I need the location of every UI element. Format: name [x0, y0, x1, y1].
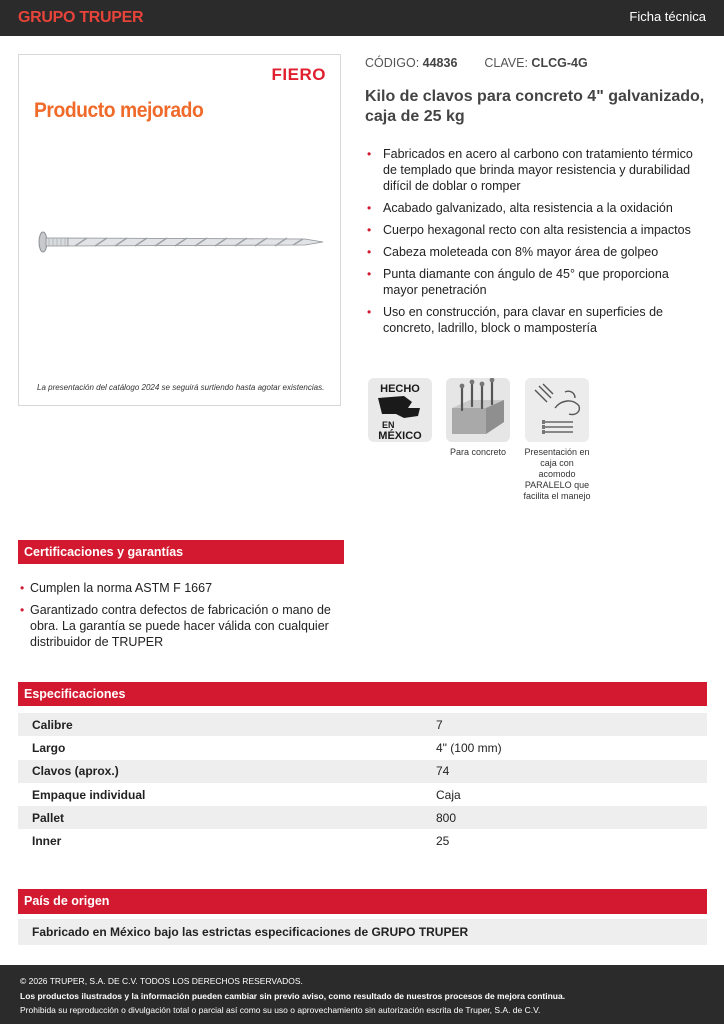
- footer: [0, 965, 724, 1024]
- list-item: • Punta diamante con ángulo de 45° que proporciona mayor penetración: [367, 267, 669, 297]
- bullet-icon: •: [367, 201, 372, 215]
- list-item: • Cumplen la norma ASTM F 1667: [20, 581, 213, 595]
- improved-badge: Producto mejorado: [34, 99, 204, 122]
- product-codes: [365, 56, 588, 70]
- origin-heading: País de origen: [18, 889, 707, 914]
- codigo-label: CÓDIGO:: [365, 56, 420, 70]
- product-title: Kilo de clavos para concreto 4" galvanizado, caja de 25 kg: [365, 88, 705, 125]
- list-item: • Cuerpo hexagonal recto con alta resistencia a impactos: [367, 223, 691, 237]
- fiero-logo: FIERO: [271, 65, 326, 84]
- list-item: • Fabricados en acero al carbono con tratamiento térmico de templado que brinda mayor resistencia y durabilidad difícil de doblar o romper: [367, 147, 693, 193]
- certifications-heading: Certificaciones y garantías: [18, 540, 344, 564]
- footer-prohibition: Prohibida su reproducción o divulgación total o parcial así como su uso o aprovechamiento sin autorización escrita de Truper, S.A. de C.V.: [20, 1005, 541, 1015]
- footer-copyright: © 2026 TRUPER, S.A. DE C.V. TODOS LOS DERECHOS RESERVADOS.: [20, 976, 303, 986]
- origin-text: Fabricado en México bajo las estrictas especificaciones de GRUPO TRUPER: [18, 919, 707, 945]
- mexico-text: MÉXICO: [378, 430, 422, 442]
- table-row: Largo 4" (100 mm): [32, 740, 502, 755]
- document-type: Ficha técnica: [629, 9, 706, 24]
- brand-logo: GRUPO TRUPER: [18, 9, 144, 26]
- list-item: • Garantizado contra defectos de fabricación o mano de obra. La garantía se puede hacer válida con cualquier distribuidor de TRUPER: [20, 603, 331, 649]
- parallel-box-icon: [525, 378, 589, 442]
- bullet-icon: •: [367, 223, 372, 237]
- table-row: Clavos (aprox.) 74: [18, 760, 707, 783]
- en-text: EN: [382, 420, 395, 430]
- features-list: [365, 146, 695, 342]
- list-item: • Cabeza moleteada con 8% mayor área de golpeo: [367, 245, 659, 259]
- table-row: Inner 25: [32, 834, 450, 849]
- clave-value: CLCG-4G: [531, 56, 588, 70]
- codigo-value: 44836: [422, 56, 458, 70]
- certifications-list: [20, 580, 340, 656]
- catalog-note: La presentación del catálogo 2024 se seguirá surtiendo hasta agotar existencias.: [37, 383, 325, 392]
- footer-notice: Los productos ilustrados y la información pueden cambiar sin previo aviso, como resultado de nuestros procesos de mejora continua.: [20, 990, 566, 1001]
- concrete-caption: Para concreto: [449, 447, 507, 457]
- bullet-icon: •: [367, 305, 372, 319]
- list-item: • Acabado galvanizado, alta resistencia a la oxidación: [367, 201, 673, 215]
- table-row: Pallet 800: [18, 806, 707, 829]
- specs-heading: Especificaciones: [18, 682, 707, 706]
- top-bar: [0, 0, 724, 36]
- bullet-icon: •: [20, 581, 25, 595]
- list-item: • Uso en construcción, para clavar en superficies de concreto, ladrillo, block o mampostería: [367, 305, 664, 335]
- nail-icon: [35, 228, 325, 256]
- parallel-box-caption: Presentación en caja con acomodo PARALELO que facilita el manejo: [523, 447, 591, 501]
- bullet-icon: •: [20, 603, 25, 617]
- clave-label: CLAVE:: [484, 56, 528, 70]
- product-image: [18, 54, 341, 406]
- specs-table: [18, 713, 707, 853]
- bullet-icon: •: [367, 147, 372, 161]
- bullet-icon: •: [367, 245, 372, 259]
- table-row: Calibre 7: [18, 713, 707, 736]
- table-row: Empaque individual Caja: [32, 787, 461, 802]
- concrete-block-icon: [446, 378, 510, 442]
- bullet-icon: •: [367, 267, 372, 281]
- hecho-text: HECHO: [380, 383, 420, 395]
- hecho-en-mexico-icon: [368, 378, 432, 442]
